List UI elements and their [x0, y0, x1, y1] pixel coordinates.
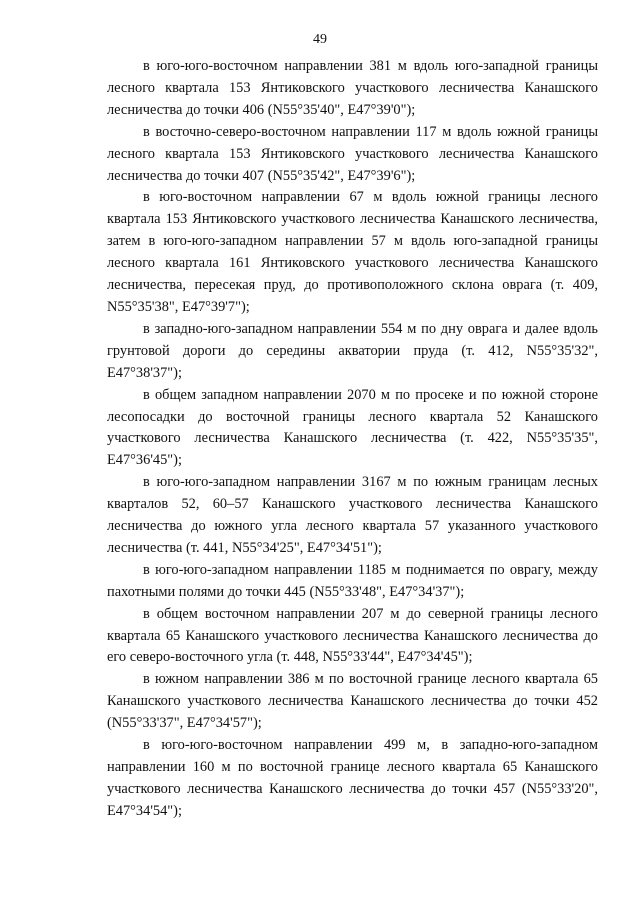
paragraph-boundary-segment: в южном направлении 386 м по восточной границе лесного квартала 65 Канашского участкового лесничества Канашского лесничества до точки 452 (N55°33'37", E47°34'57");	[107, 671, 598, 732]
paragraph-boundary-segment: в юго-юго-восточном направлении 499 м, в западно-юго-западном направлении 160 м по восточной границе лесного квартала 65 Канашского участкового лесничества Канашского лесничества до точки 457 (N55°33'20", E47°34'54");	[107, 737, 598, 819]
paragraph-boundary-segment: в юго-юго-западном направлении 3167 м по южным границам лесных кварталов 52, 60–57 Канашского участкового лесничества Канашского лесничества до южного угла лесного квартала 57 указанного участкового лесничества (т. 441, N55°34'25", E47°34'51");	[107, 474, 598, 556]
page-number: 49	[313, 32, 327, 47]
paragraph-boundary-segment: в восточно-северо-восточном направлении 117 м вдоль южной границы лесного квартала 153 Янтиковского участкового лесничества Канашского лесничества до точки 407 (N55°35'42", E47°39'6");	[107, 123, 598, 184]
paragraph-boundary-segment: в юго-юго-западном направлении 1185 м поднимается по оврагу, между пахотными полями до точки 445 (N55°33'48", E47°34'37");	[107, 561, 598, 600]
document-body	[107, 56, 598, 823]
paragraph-boundary-segment: в юго-юго-восточном направлении 381 м вдоль юго-западной границы лесного квартала 153 Янтиковского участкового лесничества Канашского лесничества до точки 406 (N55°35'40", E47°39'0");	[107, 58, 598, 118]
paragraph-boundary-segment: в общем западном направлении 2070 м по просеке и по южной стороне лесопосадки до восточной границы лесного квартала 52 Канашского участкового лесничества Канашского лесничества (т. 422, N55°35'35", E47°36'45");	[107, 386, 598, 469]
paragraph-boundary-segment: в общем восточном направлении 207 м до северной границы лесного квартала 65 Канашского участкового лесничества Канашского лесничества до его северо-восточного угла (т. 448, N55°33'44", E47°34'45");	[107, 605, 598, 666]
paragraph-boundary-segment: в западно-юго-западном направлении 554 м по дну оврага и далее вдоль грунтовой дороги до середины акватории пруда (т. 412, N55°35'32", E47°38'37");	[107, 320, 598, 381]
paragraph-boundary-segment: в юго-восточном направлении 67 м вдоль южной границы лесного квартала 153 Янтиковского участкового лесничества Канашского лесничества, затем в юго-юго-западном направлении 57 м вдоль юго-западной границы лесного квартала 161 Янтиковского участкового лесничества Канашского лесничества, пересекая пруд, до противоположного склона оврага (т. 409, N55°35'38", E47°39'7");	[107, 189, 598, 315]
